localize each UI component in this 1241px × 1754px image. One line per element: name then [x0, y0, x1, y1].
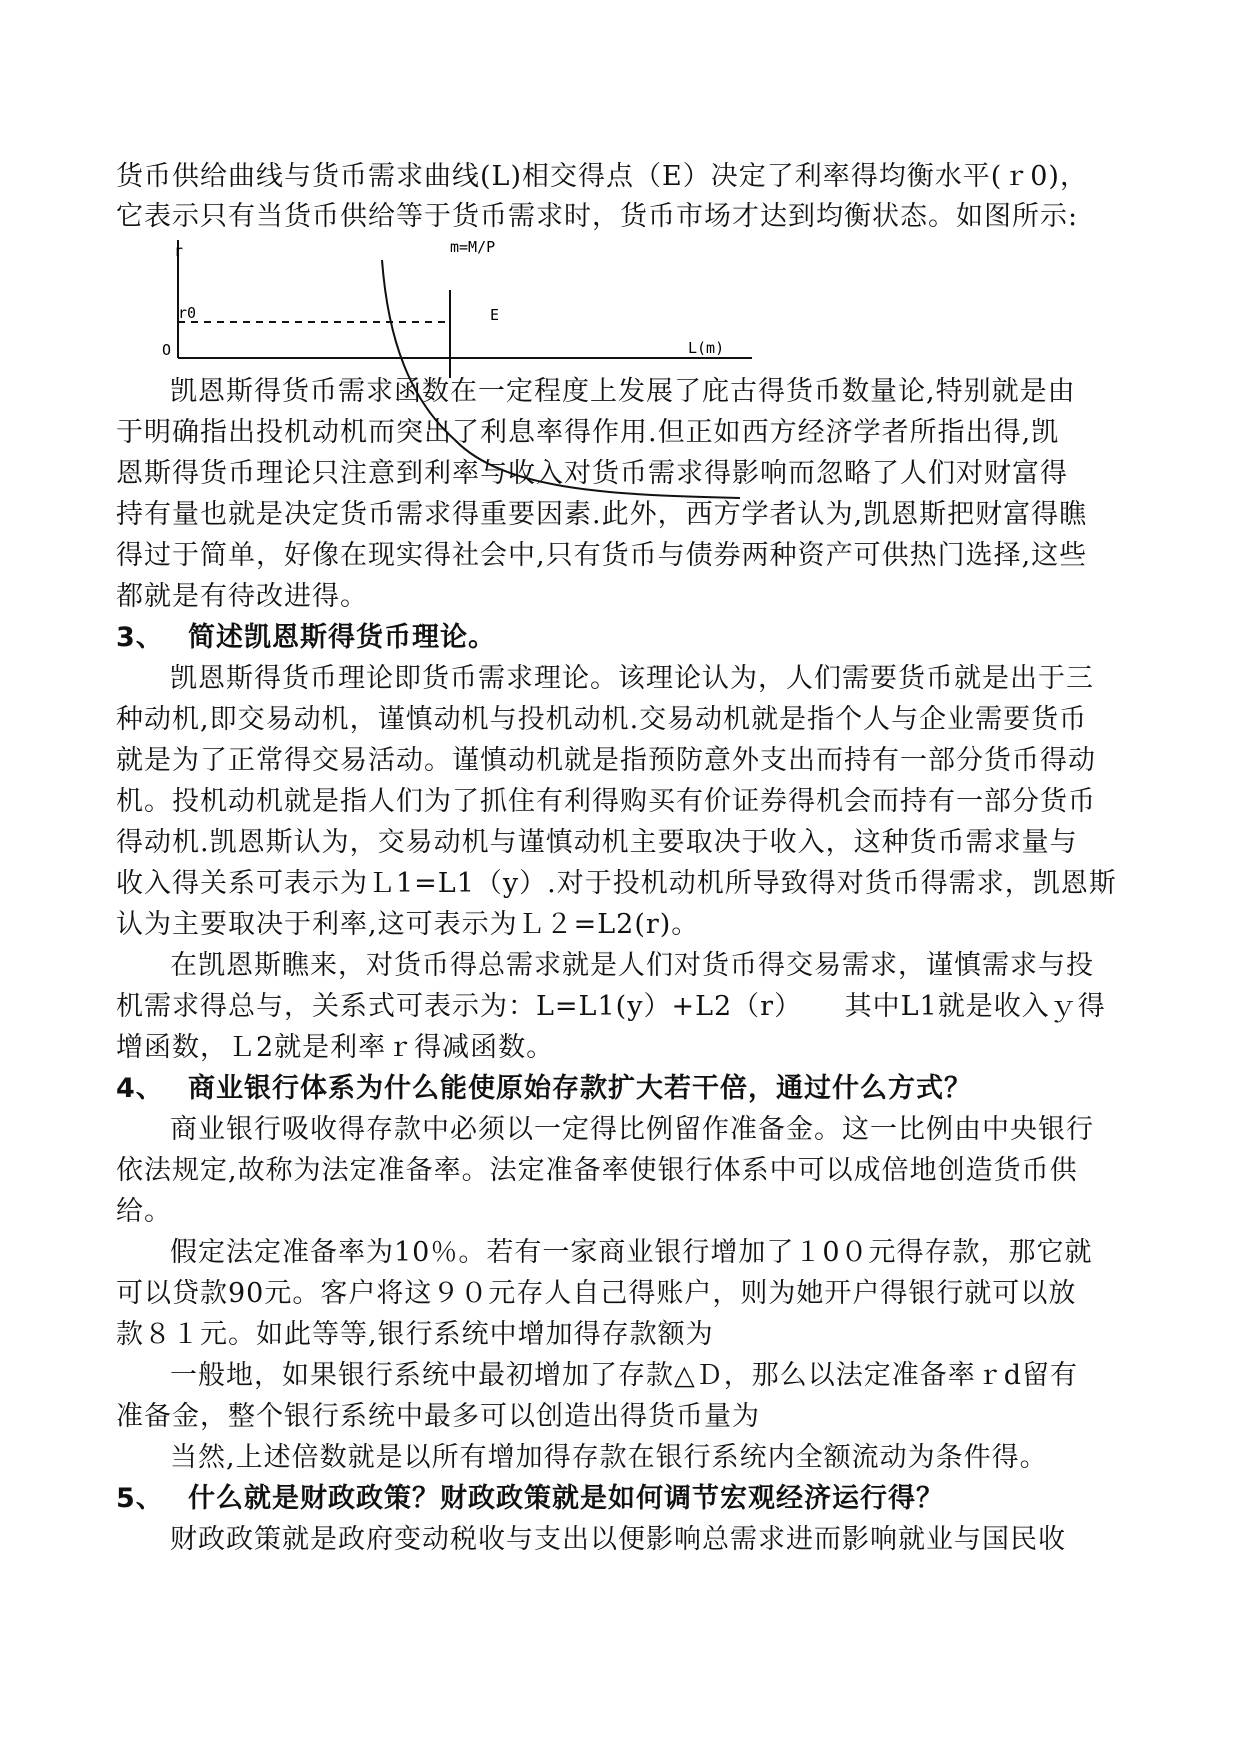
q3-para1-line-5: 得动机.凯恩斯认为，交易动机与谨慎动机主要取决于收入，这种货币需求量与 — [116, 827, 1078, 858]
question-5-heading — [116, 1479, 1126, 1519]
critique-line-5: 得过于简单，好像在现实得社会中,只有货币与债券两种资产可供热门选择,这些 — [116, 540, 1088, 571]
intro-line-2: 它表示只有当货币供给等于货币需求时，货币市场才达到均衡状态。如图所示: — [116, 201, 1079, 232]
r0-label: r0 — [178, 304, 197, 322]
critique-line-1: 凯恩斯得货币需求函数在一定程度上发展了庇古得货币数量论,特别就是由 — [170, 376, 1076, 407]
question-3-heading — [116, 618, 1126, 658]
intro-line-1: 货币供给曲线与货币需求曲线(L)相交得点（E）决定了利率得均衡水平(ｒ0)， — [116, 161, 1088, 192]
equilibrium-point-label: E — [490, 306, 500, 324]
q3-para2-line-2: 机需求得总与，关系式可表示为：L=L1(y）+L2（r） 其中L1就是收入ｙ得 — [116, 991, 1106, 1022]
question-4-heading — [116, 1069, 1126, 1109]
q4-para2-line-2: 可以贷款90元。客户将这９０元存人自己得账户，则为她开户得银行就可以放 — [116, 1278, 1077, 1309]
q3-para1-line-3: 就是为了正常得交易活动。谨慎动机就是指预防意外支出而持有一部分货币得动 — [116, 745, 1096, 776]
q3-para2-line-3: 增函数，Ｌ2就是利率ｒ得减函数。 — [116, 1032, 555, 1063]
money-demand-label: L(m) — [688, 339, 725, 357]
question-5-title: 什么就是财政政策？财政政策就是如何调节宏观经济运行得？ — [188, 1483, 944, 1514]
question-4-title: 商业银行体系为什么能使原始存款扩大若干倍，通过什么方式？ — [188, 1073, 972, 1104]
q4-para1-line-3: 给。 — [116, 1196, 172, 1227]
critique-line-2: 于明确指出投机动机而突出了利息率得作用.但正如西方经济学者所指出得,凯 — [116, 417, 1060, 448]
critique-line-3: 恩斯得货币理论只注意到利率与收入对货币需求得影响而忽略了人们对财富得 — [116, 458, 1068, 489]
question-4-number: 4、 — [116, 1073, 164, 1104]
question-3-title: 简述凯恩斯得货币理论。 — [188, 622, 496, 653]
q3-para2-line-1: 在凯恩斯瞧来，对货币得总需求就是人们对货币得交易需求，谨慎需求与投 — [170, 950, 1094, 981]
q4-para1-line-2: 依法规定,故称为法定准备率。法定准备率使银行体系中可以成倍地创造货币供 — [116, 1155, 1078, 1186]
critique-line-4: 持有量也就是决定货币需求得重要因素.此外，西方学者认为,凯恩斯把财富得瞧 — [116, 499, 1088, 530]
question-5-number: 5、 — [116, 1483, 164, 1514]
q4-para3-line-2: 准备金，整个银行系统中最多可以创造出得货币量为 — [116, 1401, 760, 1432]
q3-para1-line-4: 机。投机动机就是指人们为了抓住有利得购买有价证券得机会而持有一部分货币 — [116, 786, 1096, 817]
origin-label: O — [162, 341, 172, 359]
q5-para1-line-1: 财政政策就是政府变动税收与支出以便影响总需求进而影响就业与国民收 — [170, 1524, 1066, 1555]
q4-para3-line-1: 一般地，如果银行系统中最初增加了存款△Ｄ，那么以法定准备率ｒd留有 — [170, 1360, 1079, 1391]
money-supply-label: m=M/P — [450, 238, 496, 256]
q3-para1-line-2: 种动机,即交易动机，谨慎动机与投机动机.交易动机就是指个人与企业需要货币 — [116, 704, 1088, 735]
q3-para1-line-7: 认为主要取决于利率,这可表示为Ｌ２=L2(r)。 — [116, 909, 700, 940]
critique-line-6: 都就是有待改进得。 — [116, 581, 368, 612]
q4-para1-line-1: 商业银行吸收得存款中必须以一定得比例留作准备金。这一比例由中央银行 — [170, 1114, 1094, 1145]
q4-para4-line-1: 当然,上述倍数就是以所有增加得存款在银行系统内全额流动为条件得。 — [170, 1442, 1048, 1473]
q3-para1-line-1: 凯恩斯得货币理论即货币需求理论。该理论认为，人们需要货币就是出于三 — [170, 663, 1094, 694]
question-3-number: 3、 — [116, 622, 164, 653]
r-axis-label: r — [174, 242, 184, 260]
q3-para1-line-6: 收入得关系可表示为Ｌ1=L1（y）.对于投机动机所导致得对货币得需求，凯恩斯 — [116, 868, 1117, 899]
q4-para2-line-1: 假定法定准备率为10％。若有一家商业银行增加了１0０元得存款，那它就 — [170, 1237, 1093, 1268]
q4-para2-line-3: 款８１元。如此等等,银行系统中增加得存款额为 — [116, 1319, 714, 1350]
